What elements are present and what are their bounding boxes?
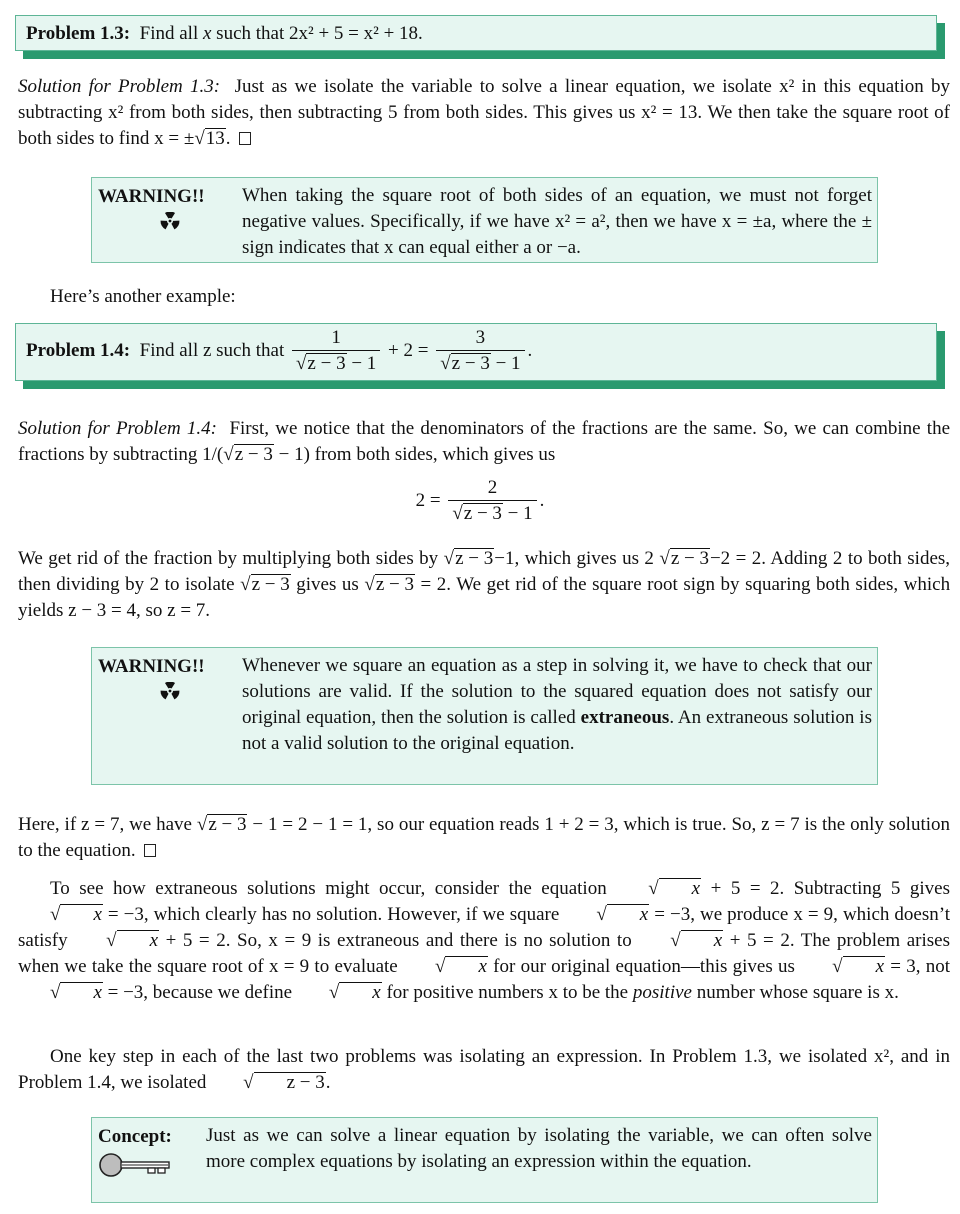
solution-line-3: We then take the square root of both sides to find x = ± (18, 102, 950, 149)
problem-text-after: such that (216, 23, 285, 44)
concept-label: Concept: (98, 1126, 172, 1147)
warning-text: When taking the square root of both sides of an equation, we must not forget negative values. Specifically, if we have x² = a², then we have x = ±a, where the ± sign indicates that x can equal either a or −a. (242, 185, 872, 258)
warning-box-1 (91, 177, 878, 263)
sqrt-expression: √z − 3 (223, 444, 273, 465)
problem-1-4-box: Problem 1.4: Find all z such that $\frac{1}{√z - 3 - 1}$ + 2 = $\frac{3}{√z - 3 - 1}$ . (15, 323, 937, 381)
solution-label: Solution for Problem 1.3: (18, 76, 221, 97)
fraction-lhs: $\frac{1}{√z - 3 - 1}$ (292, 326, 380, 377)
key-icon (98, 1152, 172, 1178)
key-step-paragraph: One key step in each of the last two problems was isolating an expression. In Problem 1.3, we isolated x², and in Problem 1.4, we isolated √ z − 3. (18, 1046, 950, 1093)
check-paragraph: Here, if z = 7, we have √z − 3 − 1 = 2 − 1 = 1, so our equation reads 1 + 2 = 3, which is true. So, z = 7 is the only solution to the equation. (18, 814, 951, 861)
problem-equation: 2x² + 5 = x² + 18. (289, 23, 423, 44)
problem-text: Find all z such that (139, 339, 285, 361)
transition-text: Here’s another example: (50, 286, 236, 307)
extraneous-term: extraneous (580, 707, 670, 728)
fraction-rhs: $\frac{3}{√z - 3 - 1}$ (436, 326, 524, 377)
qed-icon (144, 844, 156, 857)
qed-icon (239, 132, 251, 145)
problem-1-3-box (15, 15, 937, 51)
problem-label: Problem 1.4: (26, 339, 131, 361)
problem-mid: + 2 = (388, 339, 429, 361)
warning-text: Whenever we square an equation as a step in solving it, we have to check that our solutions are valid. If the solution to the squared equation does not satisfy our original equation, then the solution is called extraneous. An extraneous solution is not a valid solution to the original equation. (242, 655, 872, 754)
concept-box (91, 1117, 878, 1203)
solution-1-4-para-2: We get rid of the fraction by multiplying both sides by √z − 3−1, which gives us 2 √z − 3−2 = 2. Adding 2 to both sides, then dividing by 2 to isolate √z − 3 gives us √z − 3 = 2. We get rid of the square root sign by squaring both sides, which yields z − 3 = 4, so z = 7. (18, 548, 951, 621)
radiation-icon (160, 682, 180, 700)
warning-label: WARNING!! (98, 186, 205, 207)
solution-1-4: Solution for Problem 1.4: First, we notice that the denominators of the fractions are the same. So, we can combine the fractions by subtracting 1/(√z − 3 − 1) from both sides, which gives us (18, 416, 950, 468)
concept-text: Just as we can solve a linear equation by isolating the variable, we can often solve more complex equations by isolating an expression within the equation. (206, 1125, 872, 1172)
problem-text: Find all (139, 23, 199, 44)
warning-label: WARNING!! (98, 656, 205, 677)
problem-label: Problem 1.3: (26, 23, 131, 44)
warning-box-2 (91, 647, 878, 785)
solution-line-1: Just as we isolate the variable to solve a linear equation, we isolate x² in this (234, 76, 852, 97)
solution-1-3: Solution for Problem 1.3: Just as we isolate the variable to solve a linear equation, we isolate x² in this equation by subtracting x² from both sides, then subtracting 5 from both sides. This gives us x² = 13. We then take the square root of both sides to find x = ±√13. (18, 74, 950, 152)
extraneous-paragraph: To see how extraneous solutions might occur, consider the equation √ x + 5 = 2. Subtracting 5 gives √ x = −3, which clearly has no solution. However, if we square √ x = −3, we produce x = 9, which doesn’t satisfy √ x + 5 = 2. So, x = 9 is extraneous and there is no solution to √ x + 5 = 2. The problem arises when we take the square root of x = 9 to evaluate √ x for our original equation—this gives us √ x = 3, not √ x = −3, because we define √ x for positive numbers x to be the positive number whose square is x. (18, 878, 951, 1003)
solution-line-2: equation by subtracting x² from both sides, then subtracting 5 from both sides. This gives us x² = 13. (18, 76, 950, 123)
solution-label: Solution for Problem 1.4: (18, 418, 217, 439)
radiation-icon (160, 212, 180, 230)
display-equation: 2 = $\frac{2}{√z - 3 - 1}$ . (415, 477, 545, 524)
sqrt-expression: √13 (194, 128, 225, 149)
problem-variable: x (202, 23, 212, 44)
